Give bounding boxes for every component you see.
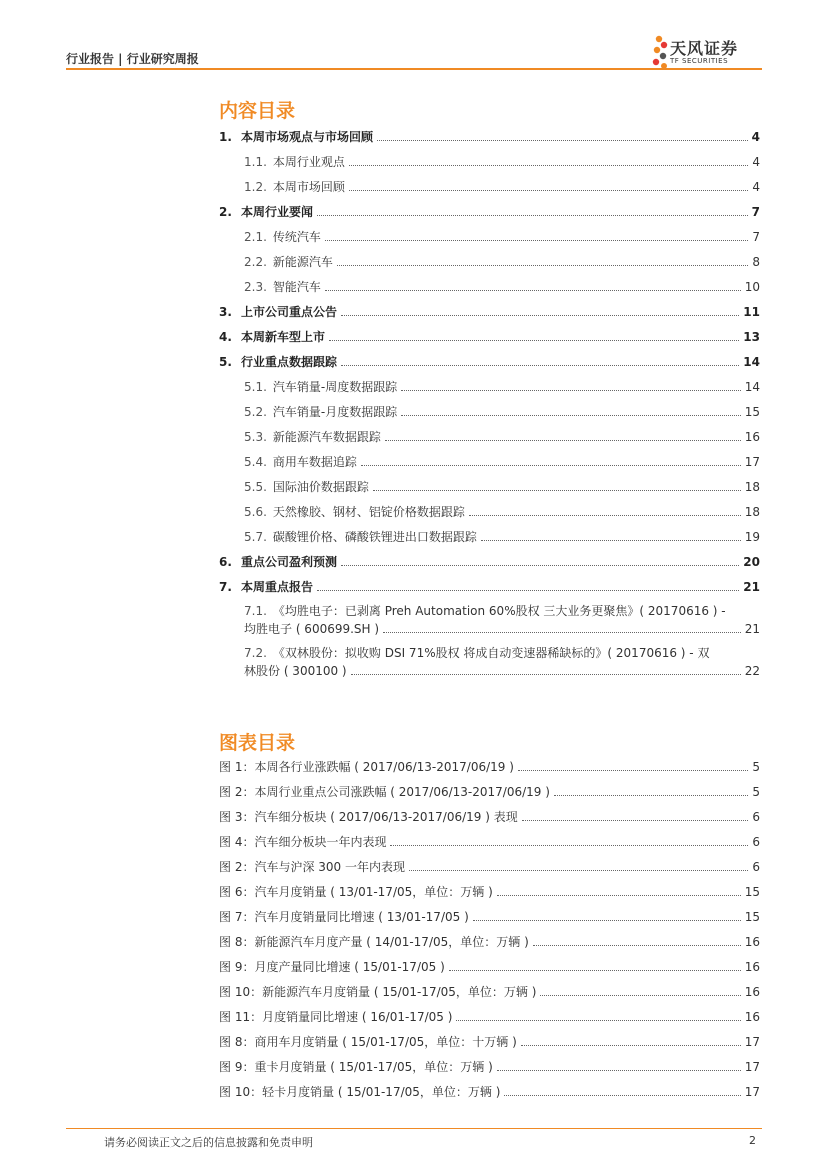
- logo-name: 天风证券: [670, 39, 739, 58]
- toc-entry[interactable]: 5.7. 碳酸锂价格、磷酸铁锂进出口数据跟踪 19: [244, 530, 760, 544]
- footer-divider: [66, 1128, 762, 1129]
- figure-entry[interactable]: 图 2：汽车与沪深 300 一年内表现 6: [219, 860, 760, 874]
- page-number: 2: [749, 1134, 756, 1147]
- figure-entry[interactable]: 图 4：汽车细分板块一年内表现 6: [219, 835, 760, 849]
- logo-subtitle: TF SECURITIES: [670, 57, 729, 65]
- toc-title: 内容目录: [219, 100, 296, 122]
- figure-entry[interactable]: 图 11：月度销量同比增速 ( 16/01-17/05 ) 16: [219, 1010, 760, 1024]
- toc-entry-multiline-cont[interactable]: 均胜电子 ( 600699.SH ) 21: [244, 622, 760, 636]
- toc-entry[interactable]: 5.6. 天然橡胶、钢材、铝锭价格数据跟踪 18: [244, 505, 760, 519]
- toc-entry-multiline[interactable]: 7.2. 《双林股份：拟收购 DSI 71%股权 将成自动变速器稀缺标的》( 20170616 ) - 双: [244, 646, 710, 660]
- toc-entry[interactable]: 5.1. 汽车销量-周度数据跟踪 14: [244, 380, 760, 394]
- toc-entry[interactable]: 1.2. 本周市场回顾 4: [244, 180, 760, 194]
- figure-entry[interactable]: 图 1：本周各行业涨跌幅 ( 2017/06/13-2017/06/19 ) 5: [219, 760, 760, 774]
- toc-entry[interactable]: 1.1. 本周行业观点 4: [244, 155, 760, 169]
- toc-entry[interactable]: 2.2. 新能源汽车 8: [244, 255, 760, 269]
- toc-entry[interactable]: 7. 本周重点报告 21: [219, 580, 760, 594]
- toc-entry[interactable]: 5. 行业重点数据跟踪 14: [219, 355, 760, 369]
- toc-entry[interactable]: 4. 本周新车型上市 13: [219, 330, 760, 344]
- figure-entry[interactable]: 图 7：汽车月度销量同比增速 ( 13/01-17/05 ) 15: [219, 910, 760, 924]
- figure-entry[interactable]: 图 3：汽车细分板块 ( 2017/06/13-2017/06/19 ) 表现 6: [219, 810, 760, 824]
- figures-title: 图表目录: [219, 732, 296, 754]
- figure-entry[interactable]: 图 10：轻卡月度销量 ( 15/01-17/05，单位：万辆 ) 17: [219, 1085, 760, 1099]
- toc-entry[interactable]: 1. 本周市场观点与市场回顾 4: [219, 130, 760, 144]
- toc-entry[interactable]: 5.5. 国际油价数据跟踪 18: [244, 480, 760, 494]
- figure-entry[interactable]: 图 9：月度产量同比增速 ( 15/01-17/05 ) 16: [219, 960, 760, 974]
- toc-entry-multiline-cont[interactable]: 林股份 ( 300100 ) 22: [244, 664, 760, 678]
- footer-disclaimer: 请务必阅读正文之后的信息披露和免责申明: [104, 1136, 313, 1149]
- figure-entry[interactable]: 图 9：重卡月度销量 ( 15/01-17/05，单位：万辆 ) 17: [219, 1060, 760, 1074]
- toc-entry[interactable]: 2.3. 智能汽车 10: [244, 280, 760, 294]
- figure-entry[interactable]: 图 8：商用车月度销量 ( 15/01-17/05，单位：十万辆 ) 17: [219, 1035, 760, 1049]
- toc-entry[interactable]: 5.3. 新能源汽车数据跟踪 16: [244, 430, 760, 444]
- toc-entry[interactable]: 5.4. 商用车数据追踪 17: [244, 455, 760, 469]
- toc-entry[interactable]: 3. 上市公司重点公告 11: [219, 305, 760, 319]
- toc-entry[interactable]: 6. 重点公司盈利预测 20: [219, 555, 760, 569]
- toc-entry[interactable]: 5.2. 汽车销量-月度数据跟踪 15: [244, 405, 760, 419]
- toc-entry-multiline[interactable]: 7.1. 《均胜电子：已剥离 Preh Automation 60%股权 三大业务更聚焦》( 20170616 ) -: [244, 604, 726, 618]
- figure-entry[interactable]: 图 2：本周行业重点公司涨跌幅 ( 2017/06/13-2017/06/19 ) 5: [219, 785, 760, 799]
- figure-entry[interactable]: 图 8：新能源汽车月度产量 ( 14/01-17/05，单位：万辆 ) 16: [219, 935, 760, 949]
- toc-entry[interactable]: 2.1. 传统汽车 7: [244, 230, 760, 244]
- header-breadcrumb: 行业报告 | 行业研究周报: [66, 52, 199, 66]
- figure-entry[interactable]: 图 10：新能源汽车月度销量 ( 15/01-17/05，单位：万辆 ) 16: [219, 985, 760, 999]
- toc-entry[interactable]: 2. 本周行业要闻 7: [219, 205, 760, 219]
- figure-entry[interactable]: 图 6：汽车月度销量 ( 13/01-17/05，单位：万辆 ) 15: [219, 885, 760, 899]
